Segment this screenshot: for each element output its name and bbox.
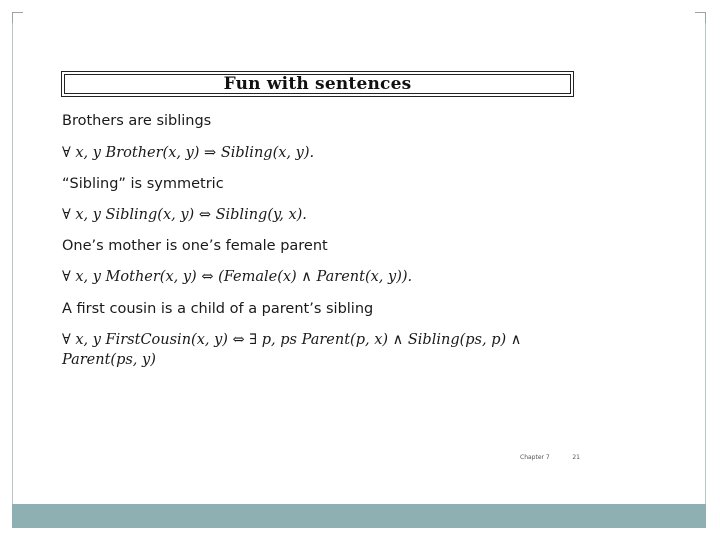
statement-mother-female-parent: One’s mother is one’s female parent bbox=[62, 238, 328, 254]
left-frame-rule bbox=[12, 12, 13, 528]
right-frame-rule bbox=[705, 12, 706, 528]
frame-corner-top-right bbox=[695, 12, 706, 23]
formula-first-cousin-line2: Parent(ps, y) bbox=[62, 352, 156, 368]
statement-brothers-siblings: Brothers are siblings bbox=[62, 113, 212, 129]
statement-sibling-symmetric: “Sibling” is symmetric bbox=[62, 176, 224, 192]
footer-chapter: Chapter 7 bbox=[520, 454, 550, 461]
formula-mother-female-parent: ∀ x, y Mother(x, y) ⇔ (Female(x) ∧ Parent(x, y)). bbox=[62, 269, 413, 285]
statement-first-cousin: A first cousin is a child of a parent’s sibling bbox=[62, 301, 374, 317]
slide-footer bbox=[520, 454, 580, 461]
formula-first-cousin-line1: ∀ x, y FirstCousin(x, y) ⇔ ∃ p, ps Parent(p, x) ∧ Sibling(ps, p) ∧ bbox=[62, 332, 522, 348]
slide-title: Fun with sentences bbox=[61, 71, 574, 97]
formula-sibling-symmetric: ∀ x, y Sibling(x, y) ⇔ Sibling(y, x). bbox=[62, 207, 307, 223]
footer-page-number: 21 bbox=[572, 454, 580, 461]
footer-bar bbox=[12, 504, 706, 528]
formula-brothers-siblings: ∀ x, y Brother(x, y) ⇒ Sibling(x, y). bbox=[62, 145, 315, 161]
frame-corner-top-left bbox=[12, 12, 23, 23]
